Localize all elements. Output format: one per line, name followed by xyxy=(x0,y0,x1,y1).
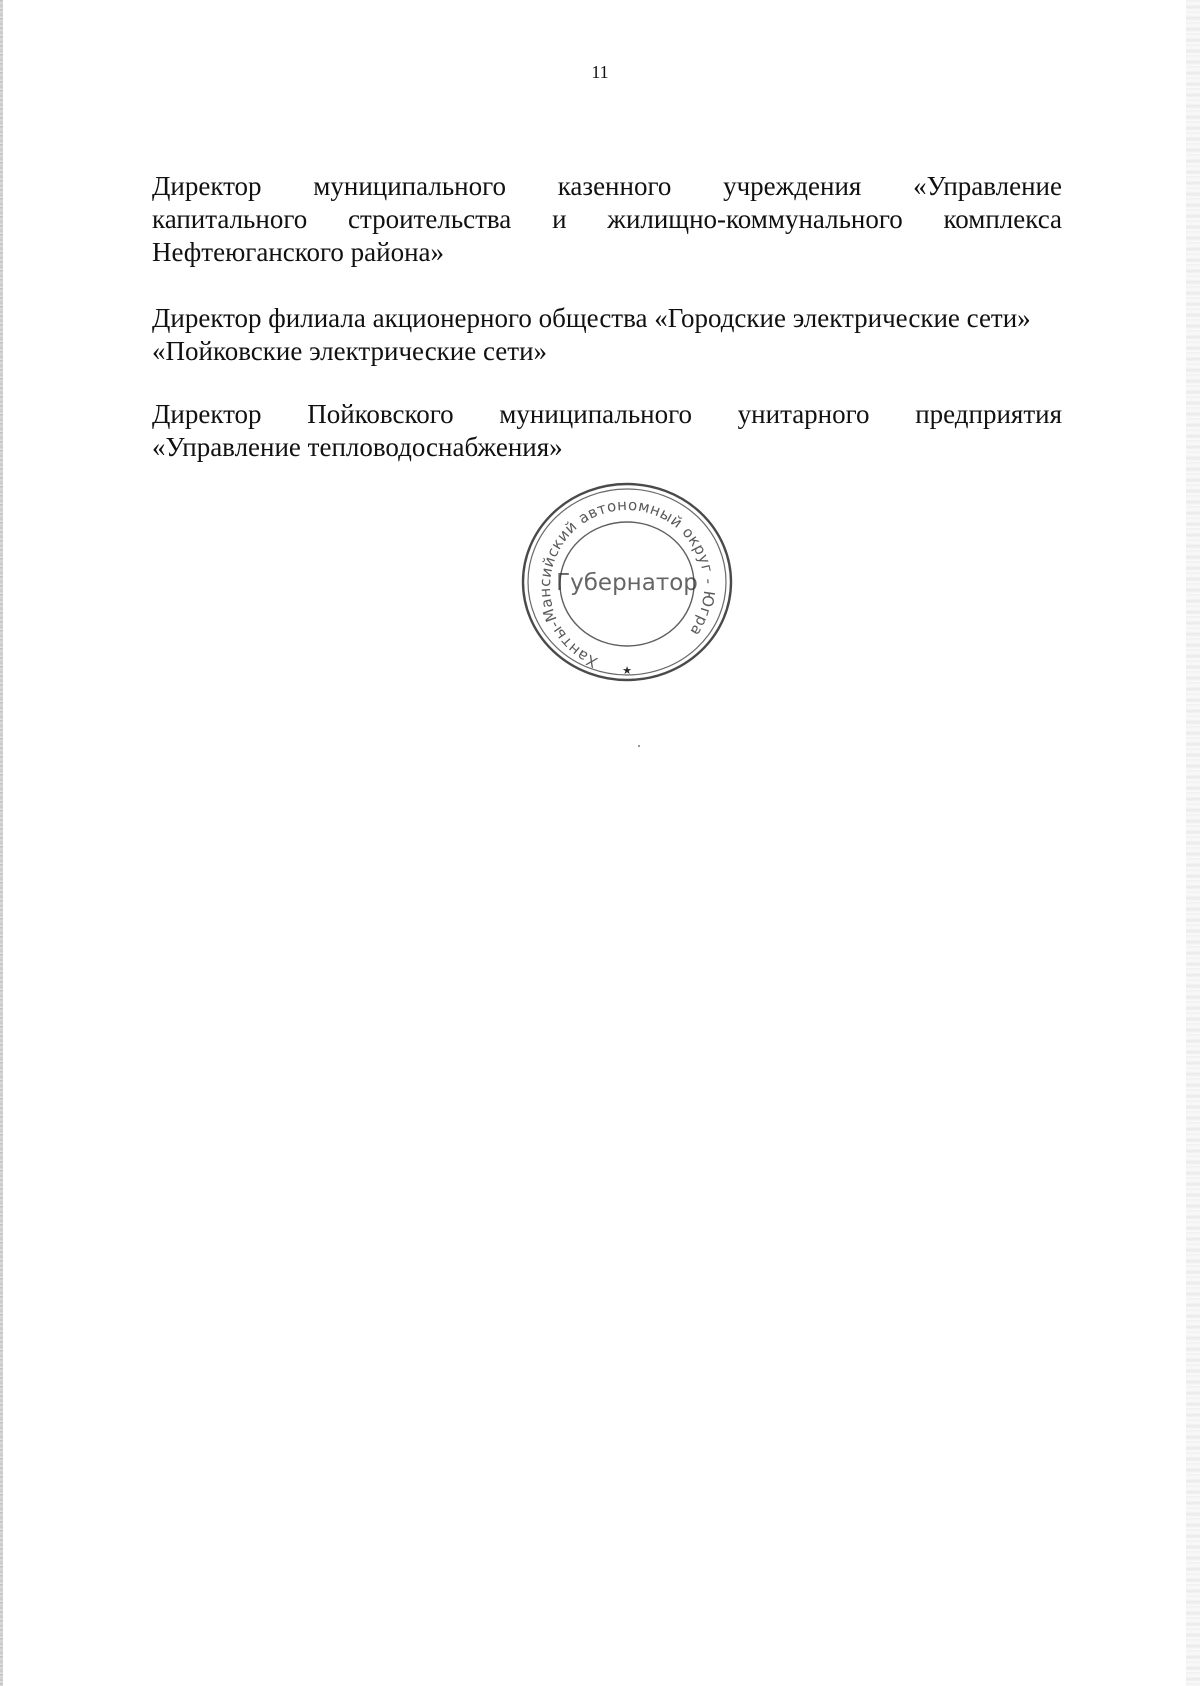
seal-ring-text: Ханты-Мансийский автономный округ - Югра xyxy=(535,495,719,672)
addressee-entry-1 xyxy=(152,170,1062,269)
addressee-entry-3-line-2: «Управление тепловодоснабжения» xyxy=(152,432,563,462)
addressee-entry-3 xyxy=(152,398,1062,464)
seal-center-text: Губернатор xyxy=(556,570,698,596)
addressee-entry-2-line-1: Директор филиала акционерного общества «Городские электрические сети» xyxy=(152,303,1031,333)
seal-star: ★ xyxy=(622,664,632,677)
addressee-entry-1-line-3: Нефтеюганского района» xyxy=(152,237,445,267)
addressee-entry-1-line-2: капитального строительства и жилищно-коммунального комплекса xyxy=(152,204,1062,234)
page-number: 11 xyxy=(591,62,609,82)
addressee-entry-3-line-1: Директор Пойковского муниципального унитарного предприятия xyxy=(152,399,1062,429)
governor-seal-stamp xyxy=(518,478,736,686)
addressee-entry-2-line-2: «Пойковские электрические сети» xyxy=(152,336,548,366)
scan-edge-left xyxy=(0,0,3,1686)
addressee-entry-1-line-1: Директор муниципального казенного учреждения «Управление xyxy=(152,171,1062,201)
addressee-entry-2 xyxy=(152,302,1062,368)
scan-edge-right xyxy=(1186,0,1200,1686)
scan-speck xyxy=(638,745,640,747)
